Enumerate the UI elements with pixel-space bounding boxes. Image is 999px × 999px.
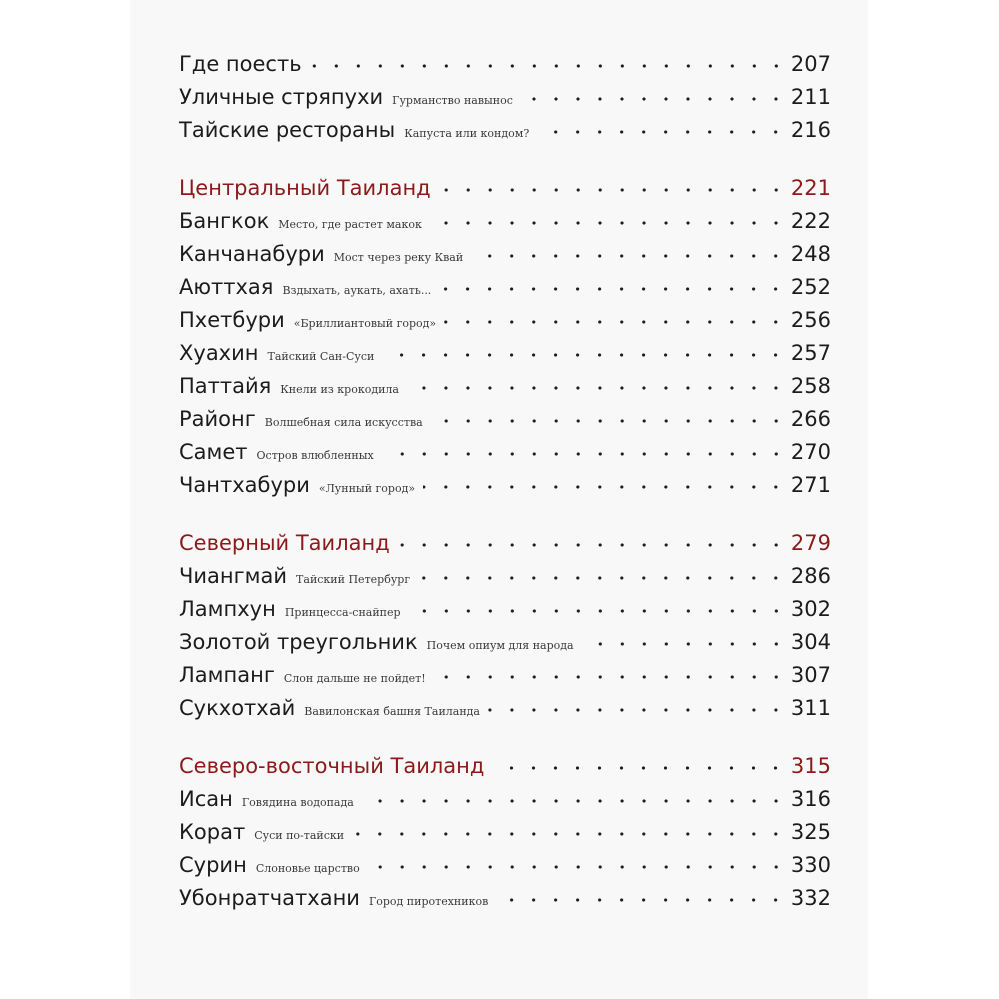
dot-leader <box>537 130 787 134</box>
page-number: 256 <box>790 308 831 332</box>
toc-entry <box>179 209 831 242</box>
dot-leader <box>439 287 787 291</box>
dot-leader <box>352 832 787 836</box>
entry-title: Аюттхая <box>179 275 274 299</box>
toc-group <box>179 176 831 506</box>
dot-leader <box>430 221 787 225</box>
dot-leader <box>398 543 787 547</box>
entry-title: Золотой треугольник <box>179 630 418 654</box>
dot-leader <box>492 766 786 770</box>
entry-title: Паттайя <box>179 374 272 398</box>
page-number: 286 <box>790 564 831 588</box>
dot-leader <box>431 419 787 423</box>
toc-entry <box>179 853 831 886</box>
dot-leader <box>471 254 787 258</box>
section-title: Центральный Таиланд <box>179 176 431 200</box>
entry-subtitle: Гурманство навынос <box>392 94 513 107</box>
toc-entry <box>179 597 831 630</box>
dot-leader <box>444 320 787 324</box>
toc-entry <box>179 630 831 663</box>
toc-entry <box>179 242 831 275</box>
page-number: 216 <box>790 118 831 142</box>
dot-leader <box>407 386 787 390</box>
toc-section-heading <box>179 176 831 209</box>
entry-subtitle: Принцесса-снайпер <box>284 606 401 619</box>
dot-leader <box>582 642 787 646</box>
page-number: 266 <box>790 407 831 431</box>
page-number: 315 <box>790 754 831 778</box>
dot-leader <box>488 708 787 712</box>
toc-entry <box>179 696 831 729</box>
toc-entry <box>179 308 831 341</box>
page-number: 304 <box>790 630 831 654</box>
entry-title: Бангкок <box>179 209 270 233</box>
entry-title: Уличные стряпухи <box>179 85 384 109</box>
toc-entry <box>179 440 831 473</box>
entry-subtitle: Слоновье царство <box>255 862 360 875</box>
page-number: 316 <box>790 787 831 811</box>
entry-subtitle: Вавилонская башня Таиланда <box>304 705 480 718</box>
entry-subtitle: Кнели из крокодила <box>280 383 399 396</box>
toc-group <box>179 531 831 729</box>
dot-leader <box>368 865 787 869</box>
dot-leader <box>439 188 787 192</box>
entry-subtitle: «Бриллиантовый город» <box>293 317 437 330</box>
dot-leader <box>409 609 787 613</box>
entry-title: Корат <box>179 820 246 844</box>
toc-entry <box>179 341 831 374</box>
entry-subtitle: Капуста или кондом? <box>404 127 530 140</box>
toc-entry <box>179 820 831 853</box>
entry-subtitle: «Лунный город» <box>318 482 416 495</box>
entry-title: Сукхотхай <box>179 696 296 720</box>
entry-subtitle: Волшебная сила искусства <box>264 416 423 429</box>
toc-entry <box>179 52 831 85</box>
page-number: 271 <box>790 473 831 497</box>
dot-leader <box>521 97 787 101</box>
page-number: 222 <box>790 209 831 233</box>
entry-subtitle: Слон дальше не пойдет! <box>283 672 426 685</box>
entry-subtitle: Говядина водопада <box>241 796 354 809</box>
table-of-contents <box>179 52 831 958</box>
dot-leader <box>362 799 787 803</box>
entry-title: Канчанабури <box>179 242 325 266</box>
page-number: 307 <box>790 663 831 687</box>
dot-leader <box>382 353 787 357</box>
entry-title: Самет <box>179 440 248 464</box>
toc-entry <box>179 275 831 308</box>
entry-title: Хуахин <box>179 341 259 365</box>
toc-entry <box>179 407 831 440</box>
page-number: 332 <box>790 886 831 910</box>
dot-leader <box>496 898 787 902</box>
page-number: 270 <box>790 440 831 464</box>
toc-group <box>179 52 831 151</box>
page-number: 325 <box>790 820 831 844</box>
entry-subtitle: Тайский Сан-Суси <box>267 350 375 363</box>
entry-title: Исан <box>179 787 233 811</box>
section-title: Северо-восточный Таиланд <box>179 754 485 778</box>
dot-leader <box>382 452 787 456</box>
page-number: 302 <box>790 597 831 621</box>
entry-subtitle: Город пиротехников <box>368 895 489 908</box>
dot-leader <box>418 576 787 580</box>
entry-subtitle: Вздыхать, аукать, ахать... <box>282 284 432 297</box>
dot-leader <box>423 485 787 489</box>
section-title: Северный Таиланд <box>179 531 390 555</box>
entry-subtitle: Суси по-тайски <box>254 829 345 842</box>
page-number: 257 <box>790 341 831 365</box>
toc-group <box>179 754 831 919</box>
dot-leader <box>434 675 787 679</box>
entry-title: Сурин <box>179 853 247 877</box>
entry-title: Убонратчатхани <box>179 886 360 910</box>
entry-subtitle: Место, где растет макок <box>278 218 422 231</box>
page-number: 279 <box>790 531 831 555</box>
page-number: 211 <box>790 85 831 109</box>
entry-subtitle: Тайский Петербург <box>296 573 411 586</box>
toc-section-heading <box>179 531 831 564</box>
entry-subtitle: Почем опиум для народа <box>426 639 574 652</box>
entry-title: Лампхун <box>179 597 276 621</box>
entry-title: Пхетбури <box>179 308 285 332</box>
toc-entry <box>179 663 831 696</box>
toc-entry <box>179 473 831 506</box>
toc-entry <box>179 85 831 118</box>
toc-entry <box>179 118 831 151</box>
toc-entry <box>179 564 831 597</box>
entry-title: Тайские рестораны <box>179 118 396 142</box>
page-number: 252 <box>790 275 831 299</box>
book-page <box>130 0 868 999</box>
page-number: 248 <box>790 242 831 266</box>
dot-leader <box>310 64 787 68</box>
toc-section-heading <box>179 754 831 787</box>
entry-title: Лампанг <box>179 663 275 687</box>
page-number: 330 <box>790 853 831 877</box>
page-number: 311 <box>790 696 831 720</box>
page-number: 221 <box>790 176 831 200</box>
entry-subtitle: Остров влюбленных <box>256 449 374 462</box>
toc-entry <box>179 787 831 820</box>
page-number: 207 <box>790 52 831 76</box>
entry-title: Районг <box>179 407 256 431</box>
entry-title: Чиангмай <box>179 564 288 588</box>
page-number: 258 <box>790 374 831 398</box>
entry-subtitle: Мост через реку Квай <box>333 251 464 264</box>
entry-title: Чантхабури <box>179 473 310 497</box>
toc-entry <box>179 886 831 919</box>
entry-title: Где поесть <box>179 52 302 76</box>
toc-entry <box>179 374 831 407</box>
